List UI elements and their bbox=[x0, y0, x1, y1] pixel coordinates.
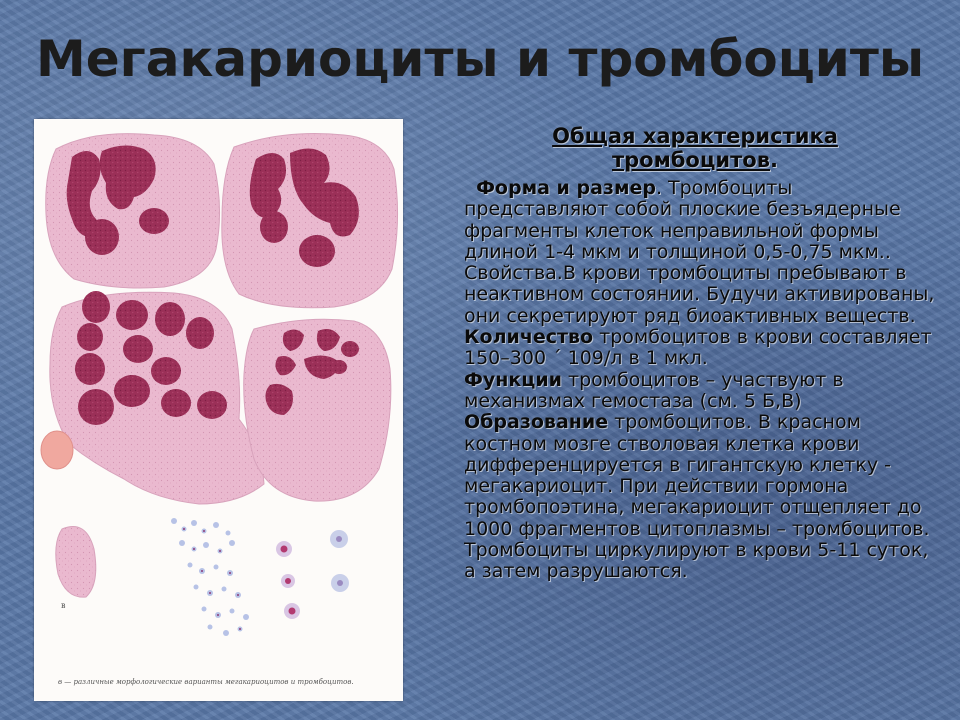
text-properties: Свойства.В крови тромбоциты пребывают в неактивном состоянии. Будучи активированы, они секретируют ряд биоактивных веществ. bbox=[464, 262, 935, 327]
heading-line-1: Общая характеристика bbox=[552, 124, 838, 148]
megakaryocyte-illustration bbox=[34, 119, 403, 701]
paragraph-functions bbox=[460, 370, 939, 413]
label-shape-size: Форма и размер bbox=[476, 177, 656, 199]
figure-letter: в bbox=[61, 601, 66, 610]
megakaryocyte-middle-right bbox=[244, 319, 391, 501]
platelet-cluster bbox=[171, 518, 249, 636]
label-count: Количество bbox=[464, 326, 594, 349]
panel-heading bbox=[460, 124, 930, 172]
histology-figure bbox=[34, 119, 403, 701]
label-formation: Образование bbox=[464, 411, 609, 434]
text-count: тромбоцитов в крови составляет 150–300 ´ 109/л в 1 мкл. bbox=[464, 326, 932, 370]
erythrocyte bbox=[41, 431, 73, 469]
text-functions: тромбоцитов – участвуют в механизмах гемостаза (см. 5 Б,В) bbox=[464, 368, 844, 412]
figure-caption: в — различные морфологические варианты мегакариоцитов и тромбоцитов. bbox=[58, 678, 354, 686]
heading-line-2: тромбоцитов bbox=[611, 148, 771, 172]
cell-fragment bbox=[56, 527, 96, 598]
label-functions: Функции bbox=[464, 368, 562, 391]
paragraph-count bbox=[460, 327, 939, 370]
paragraph-formation bbox=[460, 412, 939, 582]
megakaryocyte-bottom-left bbox=[50, 291, 264, 504]
slide-title: Мегакариоциты и тромбоциты bbox=[35, 30, 925, 88]
platelet-isolated bbox=[276, 530, 349, 619]
text-shape-size: . Тромбоциты представляют собой плоские безъядерные фрагменты клеток неправильной формы длиной 1-4 мкм и толщиной 0,5-0,75 мкм.. bbox=[464, 177, 901, 263]
heading-dot: . bbox=[770, 148, 779, 172]
text-formation: тромбоцитов. В красном костном мозге стволовая клетка крови дифференцируется в гигантскую клетку - мегакариоцит. При действии гормона тромбопоэтина, мегакариоцит отщепляет до 1000 фрагментов цитоплазмы – тромбоцитов. Тромбоциты циркулируют в крови 5-11 суток, а затем разрушаются. bbox=[464, 411, 930, 583]
paragraph-shape-size bbox=[460, 178, 939, 263]
paragraph-properties bbox=[460, 263, 939, 327]
description-panel bbox=[460, 124, 940, 583]
megakaryocyte-top-right bbox=[222, 134, 398, 308]
megakaryocyte-top-left bbox=[46, 134, 220, 288]
